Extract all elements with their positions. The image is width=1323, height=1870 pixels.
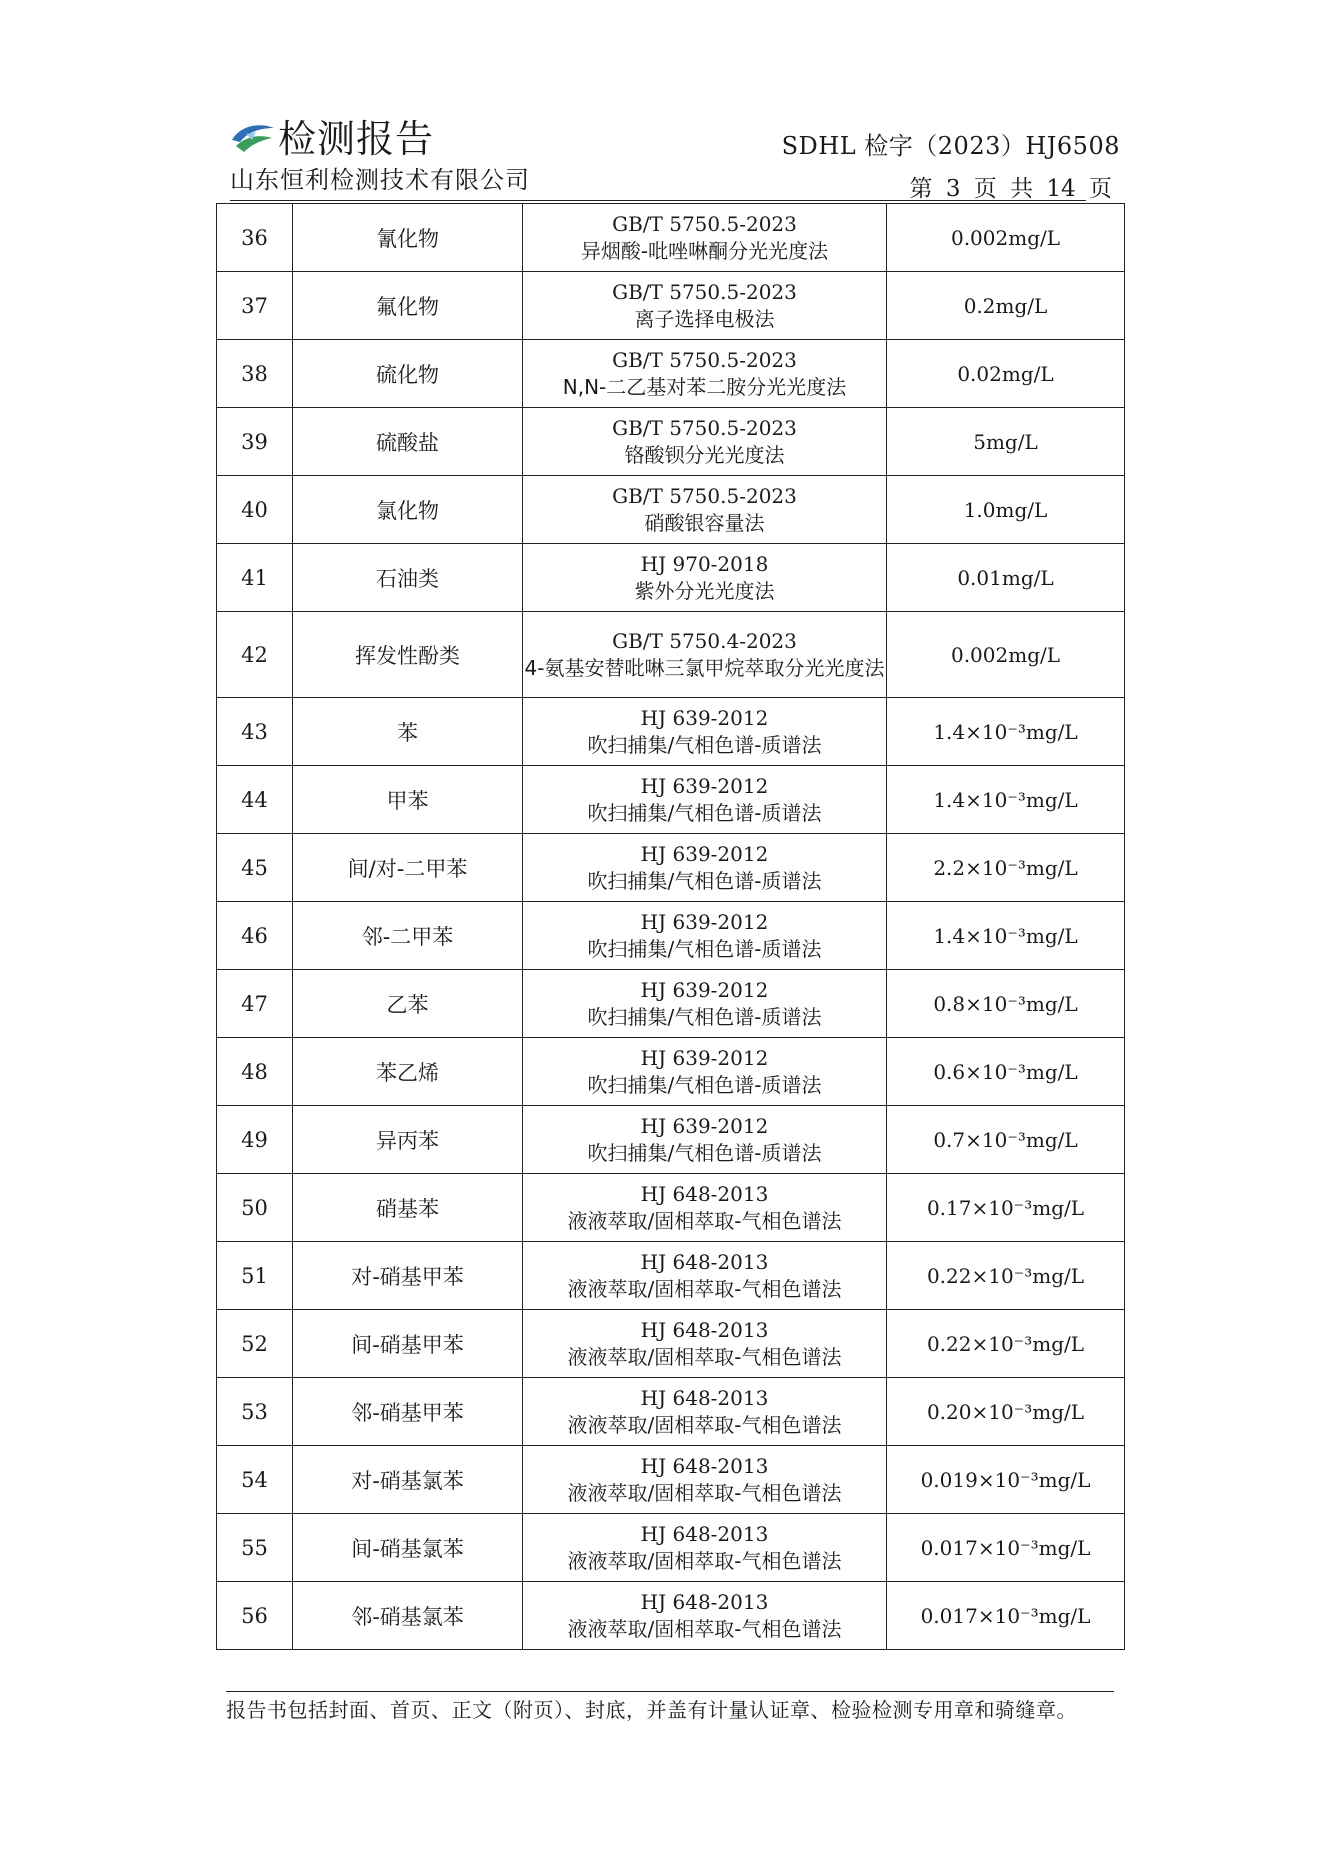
method-name: 吹扫捕集/气相色谱-质谱法 [587,1140,822,1165]
table-row [217,204,1125,272]
detection-limit: 2.2×10⁻³mg/L [887,834,1125,902]
test-method [523,204,887,272]
method-name: 液液萃取/固相萃取-气相色谱法 [567,1548,842,1573]
table-body [217,204,1125,1650]
table-row [217,408,1125,476]
method-standard: HJ 648-2013 [640,1453,769,1478]
method-standard: GB/T 5750.4-2023 [612,628,797,653]
detection-limit: 0.019×10⁻³mg/L [887,1446,1125,1514]
table-row [217,544,1125,612]
detection-limit: 0.02mg/L [887,340,1125,408]
detection-limit: 0.002mg/L [887,612,1125,698]
detection-limit: 0.017×10⁻³mg/L [887,1514,1125,1582]
row-number: 47 [217,970,293,1038]
method-name: 异烟酸-吡唑啉酮分光光度法 [580,238,829,263]
method-standard: HJ 639-2012 [640,841,769,866]
table-row [217,272,1125,340]
test-method [523,1106,887,1174]
test-item: 苯 [293,698,523,766]
method-name: 4-氨基安替吡啉三氯甲烷萃取分光光度法 [524,655,885,680]
row-number: 44 [217,766,293,834]
method-standard: HJ 648-2013 [640,1181,769,1206]
method-name: 吹扫捕集/气相色谱-质谱法 [587,732,822,757]
detection-limit: 0.7×10⁻³mg/L [887,1106,1125,1174]
table-row [217,834,1125,902]
method-name: 吹扫捕集/气相色谱-质谱法 [587,1004,822,1029]
method-standard: HJ 639-2012 [640,705,769,730]
company-logo-icon [230,116,276,156]
report-number: SDHL 检字（2023）HJ6508 [781,132,1120,160]
detection-limit: 0.17×10⁻³mg/L [887,1174,1125,1242]
detection-limit: 0.20×10⁻³mg/L [887,1378,1125,1446]
test-method [523,544,887,612]
method-name: 吹扫捕集/气相色谱-质谱法 [587,1072,822,1097]
detection-limit: 0.01mg/L [887,544,1125,612]
test-item: 挥发性酚类 [293,612,523,698]
method-name: 紫外分光光度法 [634,578,775,603]
table-row [217,698,1125,766]
test-method [523,902,887,970]
detection-limit: 5mg/L [887,408,1125,476]
test-item: 间-硝基氯苯 [293,1514,523,1582]
test-method [523,340,887,408]
method-name: 液液萃取/固相萃取-气相色谱法 [567,1616,842,1641]
method-standard: HJ 639-2012 [640,773,769,798]
table-row [217,1038,1125,1106]
method-name: N,N-二乙基对苯二胺分光光度法 [562,374,847,399]
table-row [217,1514,1125,1582]
detection-limit: 1.4×10⁻³mg/L [887,902,1125,970]
row-number: 49 [217,1106,293,1174]
table-row [217,1242,1125,1310]
method-standard: HJ 639-2012 [640,1113,769,1138]
test-method [523,698,887,766]
detection-limit: 1.0mg/L [887,476,1125,544]
test-item: 对-硝基氯苯 [293,1446,523,1514]
table-row [217,902,1125,970]
test-method [523,408,887,476]
row-number: 45 [217,834,293,902]
method-name: 吹扫捕集/气相色谱-质谱法 [587,800,822,825]
test-item: 乙苯 [293,970,523,1038]
test-item: 氟化物 [293,272,523,340]
method-standard: HJ 648-2013 [640,1385,769,1410]
test-item: 间-硝基甲苯 [293,1310,523,1378]
row-number: 36 [217,204,293,272]
test-method [523,766,887,834]
row-number: 41 [217,544,293,612]
test-method [523,476,887,544]
report-title: 检测报告 [278,117,435,161]
row-number: 56 [217,1582,293,1650]
header-divider [230,200,1086,201]
method-standard: HJ 648-2013 [640,1317,769,1342]
footer-divider [226,1691,1114,1692]
test-item: 硫化物 [293,340,523,408]
method-name: 铬酸钡分光光度法 [624,442,785,467]
table-row [217,1446,1125,1514]
test-item: 甲苯 [293,766,523,834]
test-method [523,970,887,1038]
test-item: 对-硝基甲苯 [293,1242,523,1310]
method-standard: HJ 970-2018 [640,551,769,576]
detection-limit: 0.6×10⁻³mg/L [887,1038,1125,1106]
table-row [217,476,1125,544]
test-item: 异丙苯 [293,1106,523,1174]
row-number: 37 [217,272,293,340]
test-item: 邻-硝基氯苯 [293,1582,523,1650]
row-number: 40 [217,476,293,544]
test-item: 邻-二甲苯 [293,902,523,970]
method-standard: HJ 648-2013 [640,1589,769,1614]
table-row [217,340,1125,408]
company-name: 山东恒利检测技术有限公司 [230,166,530,194]
method-name: 液液萃取/固相萃取-气相色谱法 [567,1208,842,1233]
row-number: 46 [217,902,293,970]
detection-limit: 1.4×10⁻³mg/L [887,698,1125,766]
row-number: 51 [217,1242,293,1310]
footer-note: 报告书包括封面、首页、正文（附页）、封底，并盖有计量认证章、检验检测专用章和骑缝章。 [226,1698,1077,1722]
method-standard: HJ 648-2013 [640,1521,769,1546]
row-number: 54 [217,1446,293,1514]
test-method [523,1038,887,1106]
test-method [523,1174,887,1242]
table-row [217,1582,1125,1650]
method-name: 硝酸银容量法 [644,510,765,535]
detection-limit: 0.22×10⁻³mg/L [887,1310,1125,1378]
table-row [217,1174,1125,1242]
test-item: 氰化物 [293,204,523,272]
method-name: 吹扫捕集/气相色谱-质谱法 [587,868,822,893]
test-items-table [216,203,1125,1650]
test-item: 苯乙烯 [293,1038,523,1106]
detection-limit: 0.017×10⁻³mg/L [887,1582,1125,1650]
test-method [523,1514,887,1582]
test-method [523,612,887,698]
row-number: 50 [217,1174,293,1242]
test-method [523,834,887,902]
table-row [217,1310,1125,1378]
method-standard: GB/T 5750.5-2023 [612,347,797,372]
test-method [523,1242,887,1310]
detection-limit: 0.8×10⁻³mg/L [887,970,1125,1038]
test-method [523,1446,887,1514]
row-number: 42 [217,612,293,698]
row-number: 38 [217,340,293,408]
method-name: 液液萃取/固相萃取-气相色谱法 [567,1412,842,1437]
row-number: 48 [217,1038,293,1106]
row-number: 52 [217,1310,293,1378]
method-name: 液液萃取/固相萃取-气相色谱法 [567,1276,842,1301]
row-number: 55 [217,1514,293,1582]
method-name: 吹扫捕集/气相色谱-质谱法 [587,936,822,961]
method-standard: GB/T 5750.5-2023 [612,211,797,236]
method-standard: HJ 639-2012 [640,909,769,934]
test-item: 氯化物 [293,476,523,544]
test-method [523,272,887,340]
detection-limit: 0.2mg/L [887,272,1125,340]
method-standard: GB/T 5750.5-2023 [612,415,797,440]
table-row [217,1378,1125,1446]
test-method [523,1378,887,1446]
method-standard: HJ 639-2012 [640,977,769,1002]
table-row [217,766,1125,834]
logo-row [230,108,434,163]
table-row [217,612,1125,698]
test-item: 邻-硝基甲苯 [293,1378,523,1446]
row-number: 53 [217,1378,293,1446]
method-name: 离子选择电极法 [634,306,775,331]
method-name: 液液萃取/固相萃取-气相色谱法 [567,1480,842,1505]
row-number: 39 [217,408,293,476]
test-method [523,1582,887,1650]
table-row [217,970,1125,1038]
method-standard: HJ 639-2012 [640,1045,769,1070]
method-standard: GB/T 5750.5-2023 [612,483,797,508]
test-item: 石油类 [293,544,523,612]
detection-limit: 1.4×10⁻³mg/L [887,766,1125,834]
test-item: 硝基苯 [293,1174,523,1242]
method-standard: GB/T 5750.5-2023 [612,279,797,304]
detection-limit: 0.002mg/L [887,204,1125,272]
test-method [523,1310,887,1378]
method-name: 液液萃取/固相萃取-气相色谱法 [567,1344,842,1369]
test-item: 间/对-二甲苯 [293,834,523,902]
detection-limit: 0.22×10⁻³mg/L [887,1242,1125,1310]
table-row [217,1106,1125,1174]
page-indicator: 第 3 页 共 14 页 [909,176,1112,202]
method-standard: HJ 648-2013 [640,1249,769,1274]
test-item: 硫酸盐 [293,408,523,476]
row-number: 43 [217,698,293,766]
